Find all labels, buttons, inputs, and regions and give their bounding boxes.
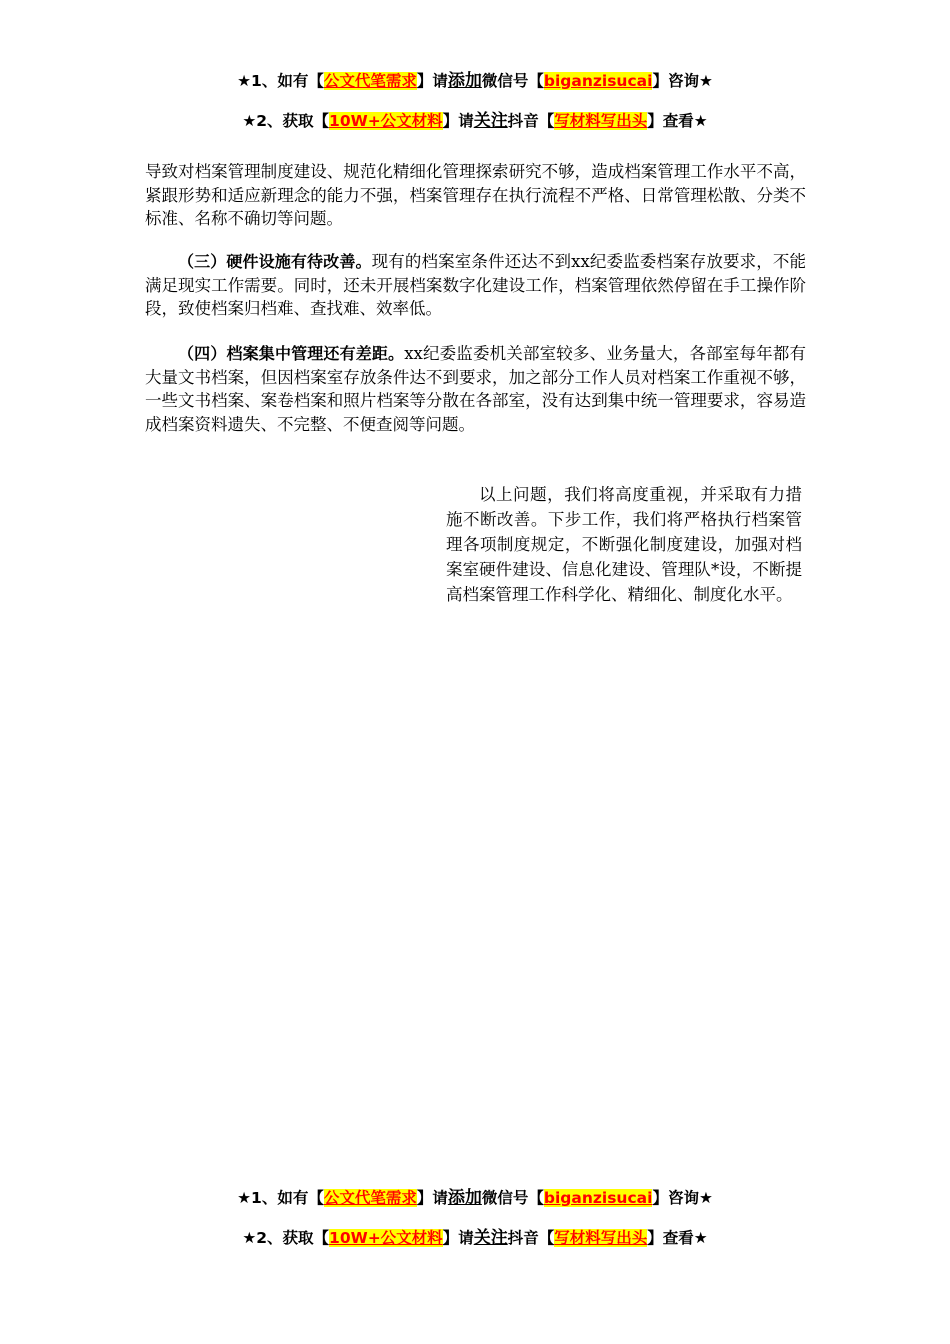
section-heading-3: （三）硬件设施有待改善。 — [178, 252, 372, 271]
promo-text: 】请 — [416, 72, 448, 90]
promo-text: ★1、如有【 — [237, 72, 324, 90]
promo-highlight: 10W+公文材料 — [329, 112, 443, 130]
promo-text: 】查看★ — [647, 112, 708, 130]
douyin-id-highlight: 写材料写出头 — [554, 1229, 648, 1247]
header-promo-line-1 — [0, 70, 950, 92]
wechat-id-highlight: biganzisucai — [543, 1189, 653, 1207]
body-paragraph-2 — [145, 250, 806, 321]
section-text-3: 现有的档案室条件还达不到xx纪委监委档案存放要求，不能满足现实工作需要。同时，还未开展档案数字化建设工作，档案管理依然停留在手工操作阶段，致使档案归档难、查找难、效率低。 — [145, 252, 806, 318]
promo-text: 微信号【 — [481, 72, 544, 90]
section-heading-4: （四）档案集中管理还有差距。 — [178, 344, 405, 363]
douyin-id-highlight: 写材料写出头 — [554, 112, 648, 130]
promo-text: 】咨询★ — [652, 1189, 713, 1207]
promo-text: 抖音【 — [507, 112, 555, 130]
promo-emphasis: 关注 — [473, 111, 508, 131]
promo-emphasis: 添加 — [447, 71, 482, 91]
promo-text: 】咨询★ — [652, 72, 713, 90]
wechat-id-highlight: biganzisucai — [543, 72, 653, 90]
promo-text: 】请 — [442, 112, 474, 130]
promo-text: 】请 — [442, 1229, 474, 1247]
promo-text: ★2、获取【 — [242, 1229, 330, 1247]
promo-text: ★2、获取【 — [242, 112, 330, 130]
promo-highlight: 公文代笔需求 — [323, 72, 417, 90]
promo-emphasis: 添加 — [447, 1188, 482, 1208]
promo-highlight: 公文代笔需求 — [323, 1189, 417, 1207]
promo-emphasis: 关注 — [473, 1228, 508, 1248]
body-paragraph-1: 导致对档案管理制度建设、规范化精细化管理探索研究不够，造成档案管理工作水平不高，紧跟形势和适应新理念的能力不强，档案管理存在执行流程不严格、日常管理松散、分类不标准、名称不确切等问题。 — [145, 162, 806, 228]
promo-highlight: 10W+公文材料 — [329, 1229, 443, 1247]
header-promo-line-2 — [0, 110, 950, 132]
promo-text: ★1、如有【 — [237, 1189, 324, 1207]
body-paragraph-3 — [145, 342, 806, 436]
closing-paragraph: 以上问题，我们将高度重视，并采取有力措施不断改善。下步工作，我们将严格执行档案管理各项制度规定，不断强化制度建设，加强对档案室硬件建设、信息化建设、管理队*设，不断提高档案管理工作科学化、精细化、制度化水平。 — [446, 485, 802, 604]
promo-text: 】查看★ — [647, 1229, 708, 1247]
footer-promo-line-2 — [0, 1227, 950, 1249]
promo-text: 微信号【 — [481, 1189, 544, 1207]
promo-text: 抖音【 — [507, 1229, 555, 1247]
footer-promo-line-1 — [0, 1187, 950, 1209]
section-text-4: xx纪委监委机关部室较多、业务量大，各部室每年都有大量文书档案，但因档案室存放条件达不到要求，加之部分工作人员对档案工作重视不够，一些文书档案、案卷档案和照片档案等分散在各部室，没有达到集中统一管理要求，容易造成档案资料遗失、不完整、不便查阅等问题。 — [145, 344, 806, 434]
promo-text: 】请 — [416, 1189, 448, 1207]
